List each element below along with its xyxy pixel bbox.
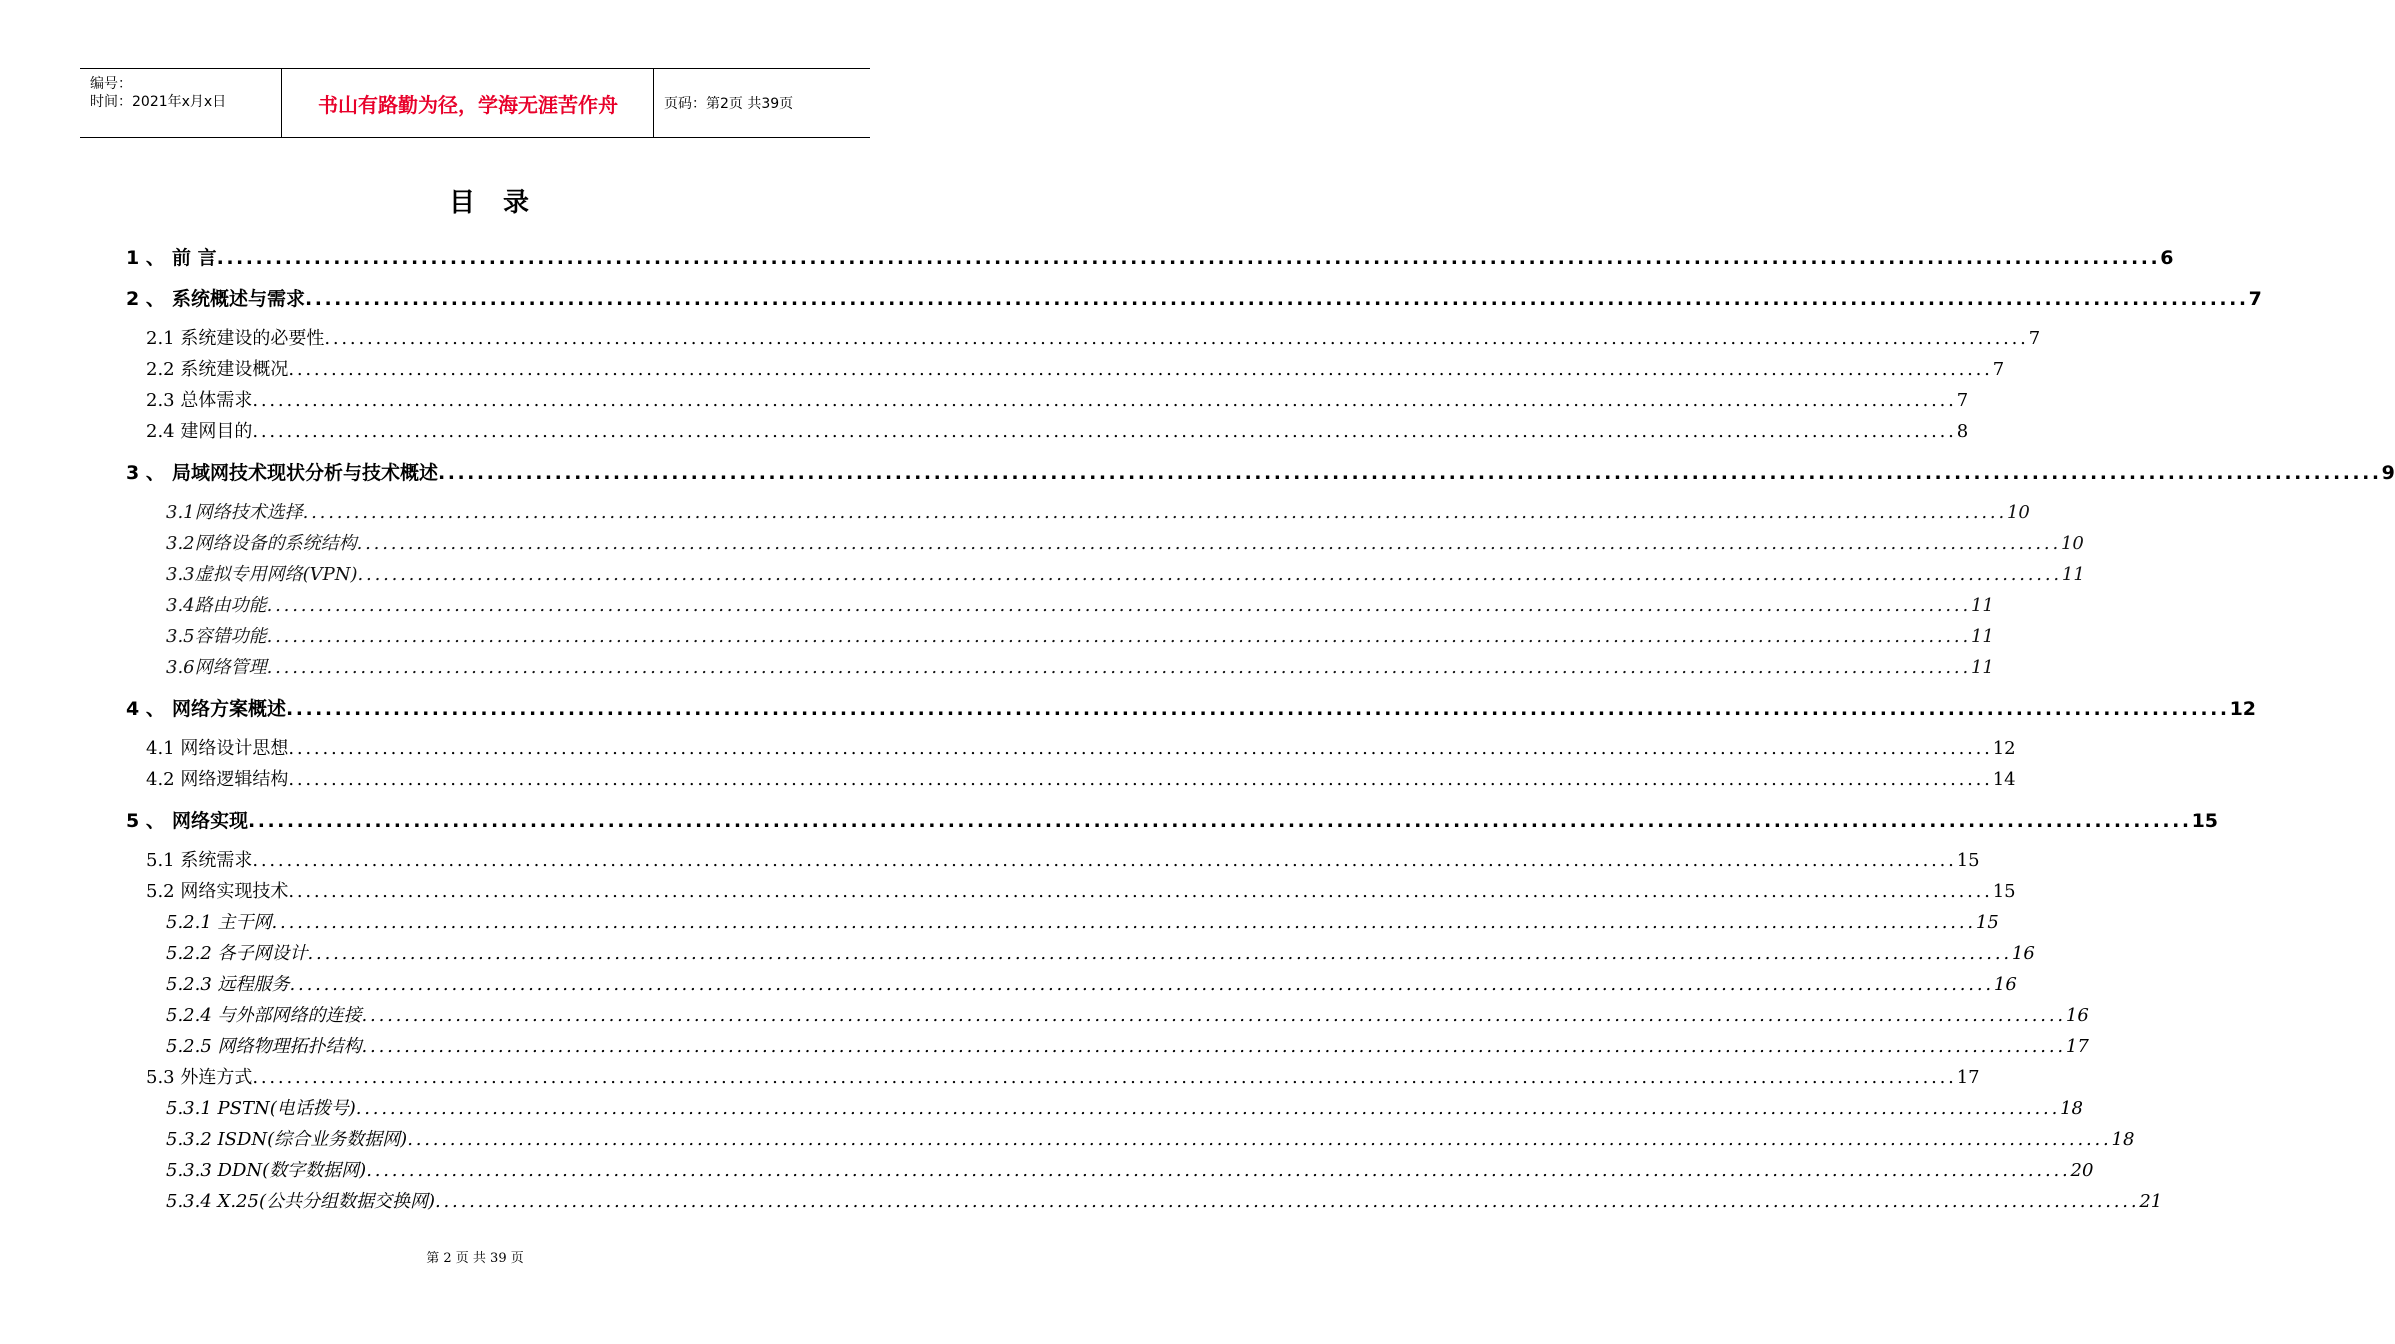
toc-entry-title — [166, 1032, 362, 1058]
toc-dot-leader: ........................................................................................................................................................................................................ — [307, 943, 2012, 964]
toc-entry[interactable] — [146, 386, 1969, 414]
toc-entry-title — [166, 1156, 366, 1182]
toc-entry[interactable] — [166, 591, 1994, 619]
toc-entry-text: 2.2 系统建设概况 — [146, 359, 289, 380]
toc-entry-title — [166, 529, 357, 555]
toc-entry-text: 2.3 总体需求 — [146, 390, 253, 411]
toc-entry-title — [166, 939, 308, 965]
toc-entry-page: 12 — [1992, 738, 2016, 759]
toc-entry[interactable] — [146, 846, 1980, 874]
toc-entry[interactable] — [166, 622, 1994, 650]
toc-entry-title — [166, 498, 303, 524]
toc-dot-leader: ........................................................................................................................................................................................................ — [357, 564, 2062, 585]
toc-entry[interactable] — [166, 1001, 2089, 1029]
toc-entry-number: 4 、 — [126, 698, 165, 720]
toc-entry[interactable] — [126, 284, 2262, 312]
toc-entry-number: 3 、 — [126, 462, 165, 484]
toc-entry-page: 10 — [2006, 502, 2030, 523]
toc-dot-leader: ........................................................................................................................................................................................................ — [355, 1098, 2061, 1119]
toc-entry-text: 3.5容错功能 — [166, 626, 267, 647]
toc-entry-title — [166, 908, 272, 934]
toc-dot-leader: ........................................................................................................................................................................................................ — [286, 698, 2230, 720]
header-page-info: 页码：第2页 共39页 — [664, 96, 794, 112]
toc-entry-page: 7 — [1992, 359, 2005, 380]
toc-entry[interactable] — [146, 355, 2005, 383]
toc-entry-page: 20 — [2070, 1160, 2094, 1181]
toc-entry-text: 网络实现 — [172, 810, 249, 832]
toc-entry-page: 8 — [1956, 421, 1969, 442]
toc-entry[interactable] — [146, 877, 2016, 905]
toc-entry-text: 5.3.1 PSTN(电话拨号) — [166, 1098, 356, 1119]
toc-entry[interactable] — [126, 694, 2257, 722]
toc-entry-page: 21 — [2139, 1191, 2163, 1212]
toc-entry-page: 10 — [2060, 533, 2084, 554]
toc-dot-leader: ........................................................................................................................................................................................................ — [356, 533, 2061, 554]
toc-entry-page: 12 — [2229, 698, 2257, 720]
toc-dot-leader: ........................................................................................................................................................................................................ — [288, 359, 1993, 380]
toc-entry[interactable] — [146, 324, 2041, 352]
toc-entry-title — [146, 355, 288, 381]
toc-entry-page: 15 — [1992, 881, 2016, 902]
toc-entry-text: 3.2网络设备的系统结构 — [166, 533, 357, 554]
toc-dot-leader: ........................................................................................................................................................................................................ — [407, 1129, 2112, 1150]
toc-entry-text: 5.3.3 DDN(数字数据网) — [166, 1160, 367, 1181]
toc-entry-text: 2.4 建网目的 — [146, 421, 253, 442]
toc-entry[interactable] — [146, 734, 2016, 762]
toc-dot-leader: ........................................................................................................................................................................................................ — [252, 850, 1957, 871]
toc-entry[interactable] — [146, 765, 2016, 793]
toc-entry-title — [146, 734, 288, 760]
toc-entry-text: 5.3 外连方式 — [146, 1067, 253, 1088]
toc-entry-page: 14 — [1992, 769, 2016, 790]
header-motto: 书山有路勤为径，学海无涯苦作舟 — [283, 69, 654, 137]
toc-entry[interactable] — [166, 498, 2030, 526]
toc-entry-page: 15 — [2191, 810, 2219, 832]
toc-entry-page: 16 — [1993, 974, 2017, 995]
toc-entry-title — [126, 284, 305, 311]
toc-entry-text: 5.2.5 网络物理拓扑结构 — [166, 1036, 362, 1057]
toc-entry[interactable] — [166, 1156, 2094, 1184]
toc-entry-page: 17 — [2065, 1036, 2089, 1057]
toc-entry-title — [166, 1001, 362, 1027]
page-header — [80, 68, 870, 138]
toc-dot-leader: ........................................................................................................................................................................................................ — [288, 769, 1993, 790]
toc-entry-text: 5.1 系统需求 — [146, 850, 253, 871]
toc-entry-page: 7 — [2248, 288, 2262, 310]
toc-entry-title — [166, 1125, 407, 1151]
toc-entry-page: 11 — [1970, 626, 1994, 647]
toc-entry[interactable] — [166, 1094, 2084, 1122]
toc-entry-text: 系统概述与需求 — [172, 288, 306, 310]
toc-entry-title — [126, 806, 248, 833]
toc-entry-text: 局域网技术现状分析与技术概述 — [172, 462, 439, 484]
toc-entry-page: 15 — [1956, 850, 1980, 871]
toc-entry-page: 9 — [2381, 462, 2395, 484]
toc-entry[interactable] — [166, 970, 2017, 998]
toc-entry-page: 18 — [2060, 1098, 2084, 1119]
toc-entry[interactable] — [166, 1125, 2135, 1153]
toc-entry-title — [166, 1187, 435, 1213]
toc-entry[interactable] — [126, 458, 2395, 486]
toc-entry[interactable] — [166, 560, 2085, 588]
toc-entry-page: 7 — [1956, 390, 1969, 411]
toc-dot-leader: ........................................................................................................................................................................................................ — [252, 421, 1957, 442]
toc-entry-text: 3.4路由功能 — [166, 595, 267, 616]
toc-entry-page: 11 — [1970, 657, 1994, 678]
toc-entry[interactable] — [166, 908, 1999, 936]
toc-entry[interactable] — [166, 939, 2035, 967]
toc-entry[interactable] — [166, 653, 1994, 681]
toc-entry-title — [126, 458, 438, 485]
toc-entry-title — [166, 970, 290, 996]
toc-entry-title — [166, 1094, 356, 1120]
toc-entry[interactable] — [146, 1063, 1980, 1091]
toc-entry-title — [166, 622, 267, 648]
toc-dot-leader: ........................................................................................................................................................................................................ — [266, 595, 1971, 616]
toc-entry-text: 5.2.3 远程服务 — [166, 974, 290, 995]
toc-dot-leader: ........................................................................................................................................................................................................ — [361, 1005, 2066, 1026]
toc-entry-title — [126, 694, 286, 721]
toc-entry-text: 5.2.1 主干网 — [166, 912, 272, 933]
toc-dot-leader: ........................................................................................................................................................................................................ — [289, 974, 1994, 995]
toc-entry-title — [146, 417, 252, 443]
toc-dot-leader: ........................................................................................................................................................................................................ — [438, 462, 2382, 484]
toc-dot-leader: ........................................................................................................................................................................................................ — [435, 1191, 2140, 1212]
toc-entry-text: 3.1网络技术选择 — [166, 502, 303, 523]
document-number-label: 编号： — [90, 76, 132, 92]
toc-dot-leader: ........................................................................................................................................................................................................ — [271, 912, 1976, 933]
toc-entry-page: 16 — [2011, 943, 2035, 964]
toc-entry-text: 5.3.4 X.25(公共分组数据交换网) — [166, 1191, 436, 1212]
toc-entry-title — [166, 560, 358, 586]
toc-entry-title — [146, 846, 252, 872]
toc-dot-leader: ........................................................................................................................................................................................................ — [366, 1160, 2071, 1181]
toc-dot-leader: ........................................................................................................................................................................................................ — [324, 328, 2029, 349]
toc-entry-title — [146, 1063, 252, 1089]
toc-entry-text: 3.6网络管理 — [166, 657, 267, 678]
toc-entry-page: 7 — [2028, 328, 2041, 349]
toc-entry-page: 6 — [2160, 247, 2174, 269]
toc-entry[interactable] — [126, 243, 2174, 271]
toc-entry-title — [126, 243, 217, 270]
toc-entry-page: 11 — [1970, 595, 1994, 616]
document-date: 时间：2021年x月x日 — [90, 94, 227, 110]
page-title: 目录 — [448, 188, 557, 218]
toc-entry-page: 17 — [1956, 1067, 1980, 1088]
toc-dot-leader: ........................................................................................................................................................................................................ — [266, 657, 1971, 678]
toc-entry-text: 5.2 网络实现技术 — [146, 881, 289, 902]
toc-dot-leader: ........................................................................................................................................................................................................ — [266, 626, 1971, 647]
toc-entry-text: 前 言 — [172, 247, 217, 269]
page-footer: 第 2 页 共 39 页 — [426, 1251, 524, 1266]
toc-entry-text: 网络方案概述 — [172, 698, 287, 720]
toc-dot-leader: ........................................................................................................................................................................................................ — [288, 881, 1993, 902]
toc-entry-page: 18 — [2111, 1129, 2135, 1150]
toc-entry-text: 2.1 系统建设的必要性 — [146, 328, 325, 349]
toc-entry-title — [146, 765, 288, 791]
toc-entry[interactable] — [166, 529, 2084, 557]
toc-entry[interactable] — [146, 417, 1969, 445]
toc-dot-leader: ........................................................................................................................................................................................................ — [252, 390, 1957, 411]
toc-dot-leader: ........................................................................................................................................................................................................ — [216, 247, 2161, 269]
toc-entry-title — [146, 877, 288, 903]
toc-dot-leader: ........................................................................................................................................................................................................ — [252, 1067, 1957, 1088]
toc-dot-leader: ........................................................................................................................................................................................................ — [302, 502, 2007, 523]
toc-dot-leader: ........................................................................................................................................................................................................ — [288, 738, 1993, 759]
toc-entry-title — [146, 324, 324, 350]
toc-entry-text: 4.1 网络设计思想 — [146, 738, 289, 759]
toc-entry-text: 3.3虚拟专用网络(VPN) — [166, 564, 358, 585]
toc-dot-leader: ........................................................................................................................................................................................................ — [248, 810, 2192, 832]
toc-entry-title — [166, 653, 267, 679]
toc-dot-leader: ........................................................................................................................................................................................................ — [305, 288, 2249, 310]
toc-entry-text: 5.3.2 ISDN(综合业务数据网) — [166, 1129, 408, 1150]
toc-entry-page: 11 — [2061, 564, 2085, 585]
toc-entry-title — [166, 591, 267, 617]
toc-entry-text: 5.2.2 各子网设计 — [166, 943, 308, 964]
toc-dot-leader: ........................................................................................................................................................................................................ — [361, 1036, 2066, 1057]
header-meta-cell — [80, 69, 282, 137]
toc-entry-number: 5 、 — [126, 810, 165, 832]
toc-entry-number: 2 、 — [126, 288, 165, 310]
toc-entry-page: 16 — [2065, 1005, 2089, 1026]
toc-entry-page: 15 — [1975, 912, 1999, 933]
toc-entry-text: 5.2.4 与外部网络的连接 — [166, 1005, 362, 1026]
toc-entry-number: 1 、 — [126, 247, 165, 269]
toc-entry-text: 4.2 网络逻辑结构 — [146, 769, 289, 790]
toc-entry[interactable] — [166, 1032, 2089, 1060]
toc-entry-title — [146, 386, 252, 412]
toc-entry[interactable] — [126, 806, 2219, 834]
toc-entry[interactable] — [166, 1187, 2163, 1215]
